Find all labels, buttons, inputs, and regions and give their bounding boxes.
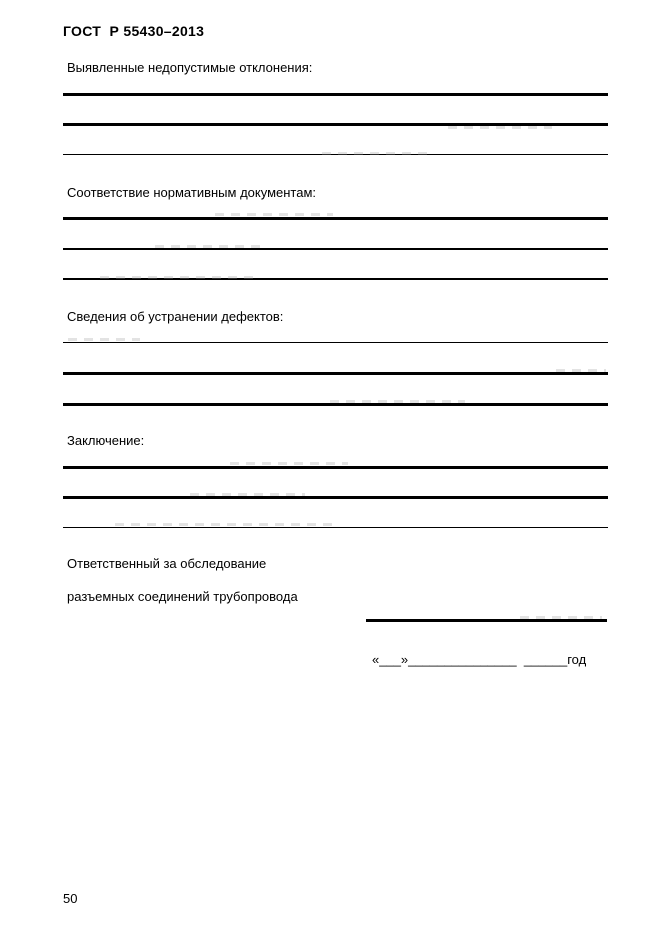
responsible-person-line1: Ответственный за обследование [67, 556, 267, 571]
section-label-deviations: Выявленные недопустимые отклонения: [67, 60, 313, 75]
scan-artifact [115, 523, 337, 526]
scan-artifact [215, 213, 333, 216]
scan-artifact [155, 245, 267, 248]
scan-artifact [190, 493, 305, 496]
blank-line [63, 248, 608, 250]
date-fill-in-line: «___»_______________ ______год [372, 652, 587, 667]
section-label-defect-elimination: Сведения об устранении дефектов: [67, 309, 284, 324]
section-label-compliance: Соответствие нормативным документам: [67, 185, 316, 200]
scan-artifact [520, 616, 602, 619]
scan-artifact [330, 400, 465, 403]
blank-line [63, 496, 608, 499]
blank-line [63, 342, 608, 343]
section-label-conclusion: Заключение: [67, 433, 145, 448]
page-number: 50 [63, 891, 78, 906]
scan-artifact [100, 276, 260, 279]
blank-line [63, 217, 608, 220]
document-header: ГОСТ Р 55430–2013 [63, 23, 205, 39]
scan-artifact [556, 369, 606, 372]
signature-line [366, 619, 607, 622]
blank-line [63, 372, 608, 375]
scan-artifact [68, 338, 140, 341]
blank-line [63, 527, 608, 528]
scan-artifact [230, 462, 348, 465]
scan-artifact [322, 152, 434, 155]
responsible-person-line2: разъемных соединений трубопровода [67, 589, 298, 604]
scan-artifact [448, 126, 552, 129]
blank-line [63, 93, 608, 96]
blank-line [63, 466, 608, 469]
blank-line [63, 403, 608, 406]
